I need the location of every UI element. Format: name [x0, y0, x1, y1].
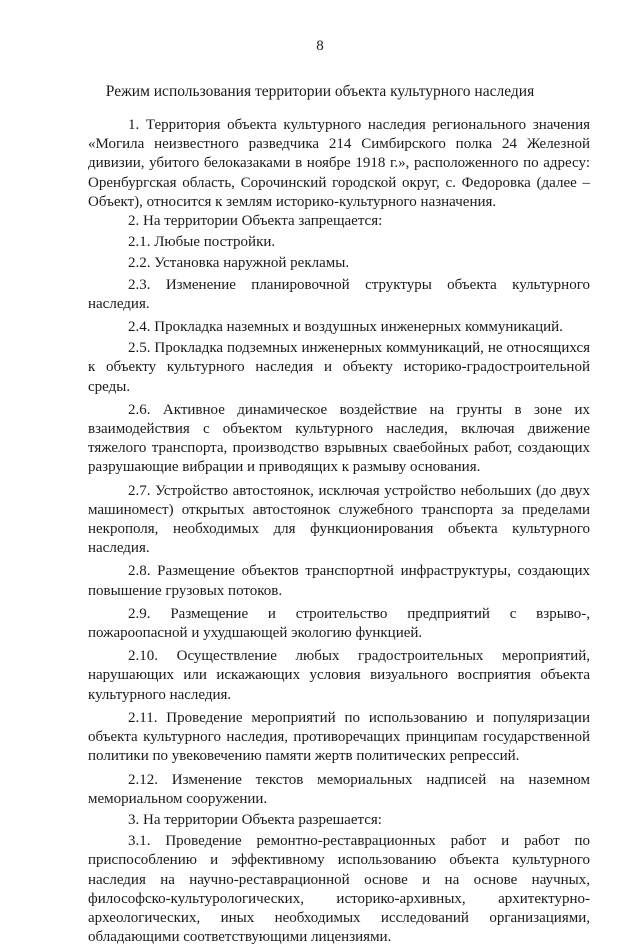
section-title: Режим использования территории объекта культурного наследия — [105, 83, 535, 100]
paragraph-2-9: 2.9. Размещение и строительство предприятий с взрыво-, пожароопасной и ухудшающей экологию функцией. — [88, 605, 590, 642]
paragraph-2-1: 2.1. Любые постройки. — [128, 234, 276, 251]
paragraph-2-4: 2.4. Прокладка наземных и воздушных инженерных коммуникаций. — [128, 319, 563, 336]
paragraph-2-12: 2.12. Изменение текстов мемориальных надписей на наземном мемориальном сооружении. — [88, 771, 590, 807]
paragraph-2-11: 2.11. Проведение мероприятий по использованию и популяризации объекта культурного наследия, противоречащих принципам государственной политики по увековечению памяти жертв политических репрессий. — [88, 709, 590, 765]
paragraph-2: 2. На территории Объекта запрещается: — [128, 213, 383, 230]
paragraph-1: 1. Территория объекта культурного наследия регионального значения «Могила неизвестного разведчика 214 Симбирского полка 24 Железной дивизии, убитого белоказаками в ноябре 1918 г.», расположенного по адресу: Оренбургская область, Сорочинский городской округ, с. Федоровка (далее – Объект), относится к землям историко-культурного назначения. — [88, 117, 590, 210]
paragraph-2-2: 2.2. Установка наружной рекламы. — [128, 255, 350, 272]
paragraph-3-1: 3.1. Проведение ремонтно-реставрационных работ и работ по приспособлению и эффективному использованию объекта культурного наследия на научно-реставрационной основе и на основе научных, философско-культурологических, историко-архивных, архитектурно-археологических, иных необходимых исследований организациями, обладающими соответствующими лицензиями. — [88, 833, 590, 946]
paragraph-2-5: 2.5. Прокладка подземных инженерных коммуникаций, не относящихся к объекту культурного наследия и объекту историко-градостроительной среды. — [88, 340, 590, 395]
document-body — [88, 116, 590, 947]
paragraph-2-7: 2.7. Устройство автостоянок, исключая устройство небольших (до двух машиномест) открытых автостоянок служебного транспорта за пределами некрополя, необходимых для функционирования объекта культурного наследия. — [88, 482, 590, 557]
paragraph-3: 3. На территории Объекта разрешается: — [128, 811, 382, 828]
paragraph-2-3: 2.3. Изменение планировочной структуры объекта культурного наследия. — [88, 276, 590, 312]
paragraph-2-6: 2.6. Активное динамическое воздействие на грунты в зоне их взаимодействия с объектом культурного наследия, включая движение тяжелого транспорта, производство взрывных сваебойных работ, создающих разрушающие вибрации и приводящих к размыву основания. — [88, 401, 590, 476]
page-number: 8 — [316, 38, 324, 54]
paragraph-2-10: 2.10. Осуществление любых градостроительных мероприятий, нарушающих или искажающих условия визуального восприятия объекта культурного наследия. — [88, 648, 590, 703]
paragraph-2-8: 2.8. Размещение объектов транспортной инфраструктуры, создающих повышение грузовых потоков. — [88, 563, 590, 599]
